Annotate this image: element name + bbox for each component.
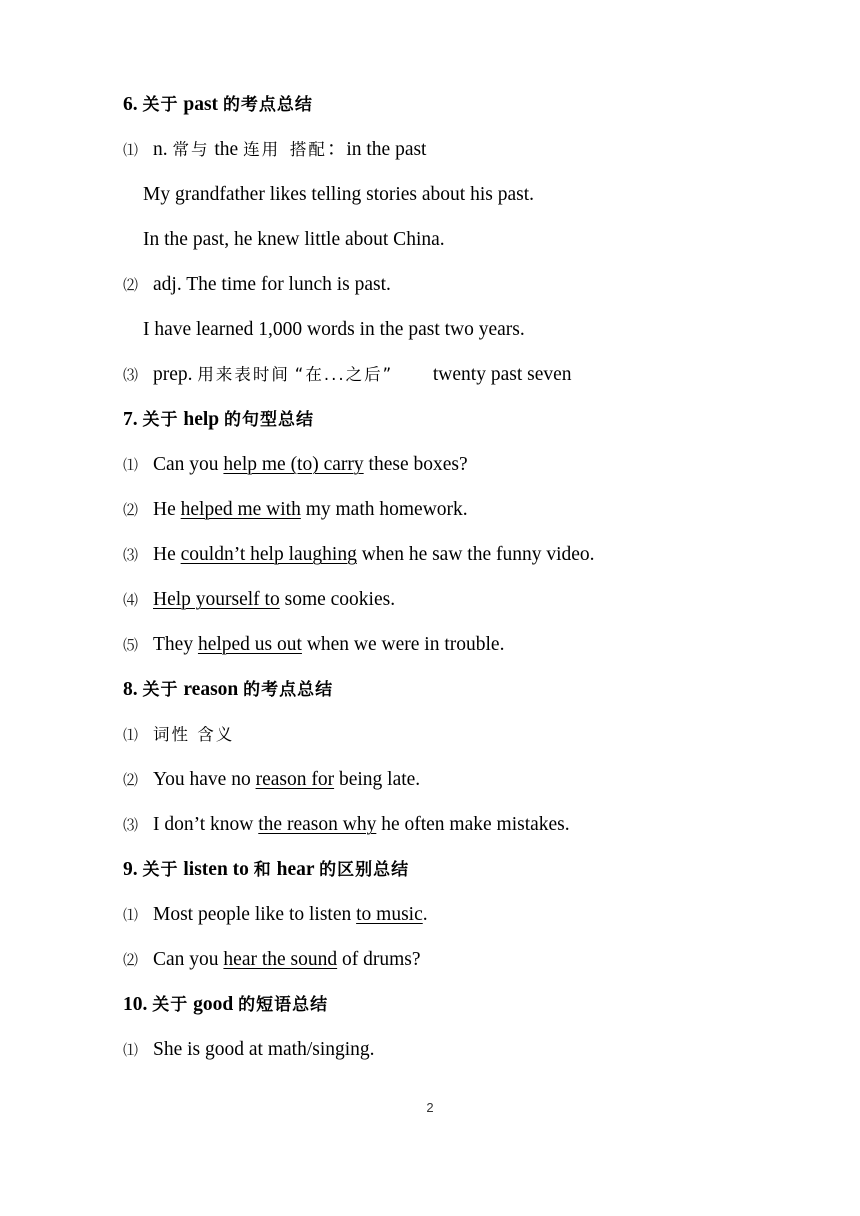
- s8-item-2: [0, 765, 860, 795]
- cn-text: 搭配: [289, 140, 327, 159]
- underlined-phrase: Help yourself to: [153, 589, 280, 610]
- item-marker: ⑴: [123, 906, 139, 924]
- text-post: being late.: [334, 769, 421, 790]
- text-post: when he saw the funny video.: [356, 544, 595, 565]
- heading-suffix: 的区别总结: [319, 860, 410, 880]
- heading-number: 8.: [123, 679, 138, 700]
- heading-prefix: 关于: [142, 410, 179, 430]
- s8-item-1: [0, 720, 860, 750]
- text-pre: Can you: [153, 949, 224, 970]
- underlined-phrase: the reason why: [258, 814, 377, 835]
- text-post: when we were in trouble.: [301, 634, 505, 655]
- cn-text: 常与: [172, 140, 210, 159]
- item-text: [153, 810, 570, 840]
- heading-keyword: reason: [183, 679, 239, 700]
- item-marker: ⑷: [123, 591, 139, 609]
- s9-item-1: [0, 900, 860, 930]
- s6-item-2: [0, 270, 860, 300]
- item-text: [153, 495, 468, 525]
- item-marker: ⑴: [123, 456, 139, 474]
- text-post: of drums?: [337, 949, 421, 970]
- en-text: ：in the past: [326, 139, 427, 160]
- item-marker: ⑴: [123, 141, 139, 159]
- item-marker: ⑸: [123, 636, 139, 654]
- item-marker: ⑵: [123, 501, 139, 519]
- item-text: [153, 540, 595, 570]
- text-pre: I don’t know: [153, 814, 259, 835]
- s9-item-2: [0, 945, 860, 975]
- s7-item-2: [0, 495, 860, 525]
- text-pre: He: [153, 544, 181, 565]
- s6-item-3: [0, 360, 860, 390]
- item-text: 词性 含义: [153, 725, 235, 744]
- underlined-phrase: reason for: [255, 769, 335, 790]
- s6-example-3: I have learned 1,000 words in the past two years.: [143, 319, 525, 340]
- heading-prefix: 关于: [142, 95, 179, 115]
- cn-text: “在...之后”: [294, 365, 394, 384]
- cn-text: 用来表时间: [197, 365, 290, 384]
- s7-item-4: [0, 585, 860, 615]
- en-text: twenty past seven: [432, 364, 572, 385]
- heading-prefix: 关于: [152, 995, 189, 1015]
- heading-suffix: 的考点总结: [243, 680, 334, 700]
- pos-label: n.: [153, 139, 168, 160]
- heading-number: 10.: [123, 994, 148, 1015]
- text-post: .: [422, 904, 428, 925]
- item-marker: ⑴: [123, 1041, 139, 1059]
- item-text: [153, 585, 395, 615]
- text-post: these boxes?: [363, 454, 468, 475]
- s8-item-3: [0, 810, 860, 840]
- item-marker: ⑵: [123, 276, 139, 294]
- heading-conjunction: 和: [253, 860, 272, 880]
- item-marker: ⑶: [123, 546, 139, 564]
- heading-suffix: 的短语总结: [238, 995, 329, 1015]
- heading-keyword: help: [183, 409, 220, 430]
- text-post: he often make mistakes.: [376, 814, 570, 835]
- heading-keyword: listen to: [183, 859, 249, 880]
- item-text: [153, 450, 468, 480]
- item-text: [153, 765, 420, 795]
- item-marker: ⑵: [123, 951, 139, 969]
- item-text: [153, 945, 421, 975]
- item-text: She is good at math/singing.: [153, 1039, 375, 1060]
- s6-example-2: In the past, he knew little about China.: [143, 229, 445, 250]
- item-text: [153, 360, 572, 390]
- pos-label: prep.: [153, 364, 193, 385]
- heading-keyword-2: hear: [276, 859, 315, 880]
- s6-example-1: My grandfather likes telling stories about his past.: [143, 184, 535, 205]
- underlined-phrase: help me (to) carry: [223, 454, 364, 475]
- section-6-heading: [123, 90, 313, 120]
- s7-item-3: [0, 540, 860, 570]
- text-pre: They: [153, 634, 198, 655]
- heading-number: 7.: [123, 409, 138, 430]
- s6-item-1: [0, 135, 860, 165]
- item-marker: ⑴: [123, 726, 139, 744]
- text-pre: You have no: [153, 769, 256, 790]
- underlined-phrase: hear the sound: [223, 949, 338, 970]
- item-text: adj. The time for lunch is past.: [153, 274, 391, 295]
- heading-keyword: good: [193, 994, 234, 1015]
- underlined-phrase: helped me with: [180, 499, 301, 520]
- item-marker: ⑶: [123, 366, 139, 384]
- heading-suffix: 的句型总结: [224, 410, 315, 430]
- heading-prefix: 关于: [142, 680, 179, 700]
- text-pre: He: [153, 499, 181, 520]
- heading-suffix: 的考点总结: [222, 95, 313, 115]
- en-text: the: [214, 139, 239, 160]
- item-text: [153, 630, 504, 660]
- section-8-heading: [123, 675, 333, 705]
- heading-keyword: past: [183, 94, 219, 115]
- text-pre: Most people like to listen: [153, 904, 357, 925]
- section-7-heading: [123, 405, 314, 435]
- text-pre: Can you: [153, 454, 224, 475]
- underlined-phrase: to music: [356, 904, 423, 925]
- section-9-heading: [123, 855, 409, 885]
- cn-text: 连用: [243, 140, 281, 159]
- item-text: [153, 900, 428, 930]
- page-number: 2: [426, 1100, 434, 1115]
- text-post: my math homework.: [300, 499, 468, 520]
- heading-number: 9.: [123, 859, 138, 880]
- heading-prefix: 关于: [142, 860, 179, 880]
- text-post: some cookies.: [279, 589, 396, 610]
- heading-number: 6.: [123, 94, 138, 115]
- underlined-phrase: helped us out: [197, 634, 302, 655]
- section-10-heading: [123, 990, 328, 1020]
- item-marker: ⑶: [123, 816, 139, 834]
- item-marker: ⑵: [123, 771, 139, 789]
- underlined-phrase: couldn’t help laughing: [180, 544, 357, 565]
- s7-item-1: [0, 450, 860, 480]
- item-text: [153, 135, 426, 165]
- s7-item-5: [0, 630, 860, 660]
- s10-item-1: [0, 1035, 860, 1065]
